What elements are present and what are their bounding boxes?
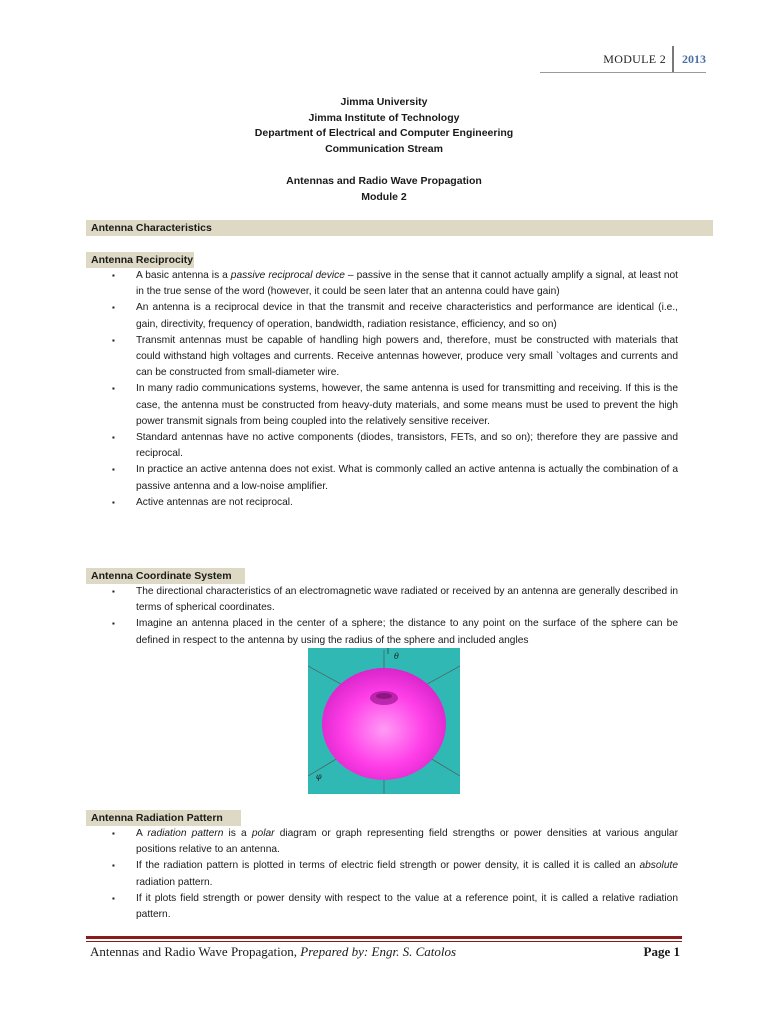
header-module: MODULE 2 <box>603 51 666 66</box>
bullet-item <box>110 333 678 382</box>
bullet-text <box>136 300 678 332</box>
bullet-text <box>136 826 678 858</box>
running-footer <box>90 944 680 964</box>
bullet-marker-icon: ▪ <box>112 271 115 280</box>
course-title <box>90 174 678 205</box>
footer-rule-thin <box>86 941 682 942</box>
bullet-item <box>110 584 678 616</box>
text-run: A basic antenna is a <box>136 270 231 281</box>
section-heading-characteristics: Antenna Characteristics <box>86 220 713 236</box>
bullet-marker-icon: ▪ <box>112 861 115 871</box>
footer-author: Prepared by: Engr. S. Catolos <box>297 944 457 959</box>
text-run: Transmit antennas must be capable of handling high powers and, therefore, must be constructed with materials that could withstand high voltages and currents. Receive antennas however, produce very small `voltages and currents and can be constructed from small-diameter wire. <box>136 334 678 379</box>
text-run: In many radio communications systems, however, the same antenna is used for transmitting and receiving. If this is the case, the antenna must be constructed from heavy-duty materials, and some means must be used to prevent the high power transmit signals from being coupled into the relatively sensitive receiver. <box>136 383 678 427</box>
bullet-item <box>110 381 678 430</box>
bullet-marker-icon: ▪ <box>112 384 115 394</box>
bullet-text <box>136 616 678 648</box>
bullet-text <box>136 495 678 511</box>
text-run: If the radiation pattern is plotted in terms of electric field strength or power density, it is called it is called an <box>136 860 640 872</box>
course-line: Antennas and Radio Wave Propagation <box>286 175 482 187</box>
bullet-marker-icon: ▪ <box>112 893 115 903</box>
coordinate-list <box>110 584 678 649</box>
bullet-item <box>110 858 678 890</box>
title-line: Communication Stream <box>325 142 443 155</box>
header-rule <box>540 72 706 73</box>
title-line: Department of Electrical and Computer Engineering <box>254 127 514 140</box>
bullet-item <box>110 616 678 648</box>
emphasis-text: absolute <box>639 860 678 872</box>
text-run: – passive in the sense that it cannot actually amplify a signal, at least not in the true sense of the word (however, it could be seen later that an antenna could have gain) <box>136 270 678 298</box>
radiation-list <box>110 826 678 923</box>
bullet-item <box>110 430 678 462</box>
page-number: Page 1 <box>643 944 680 959</box>
text-run: Active antennas are not reciprocal. <box>136 496 293 508</box>
header-year: 2013 <box>682 51 706 66</box>
section-heading-radiation: Antenna Radiation Pattern <box>86 810 241 826</box>
text-run: If it plots field strength or power density with respect to the value at a reference point, it is called a relative radiation pattern. <box>136 892 678 921</box>
footer-rule-thick <box>86 936 682 939</box>
text-run: Imagine an antenna placed in the center of a sphere; the distance to any point on the surface of the sphere can be defined in respect to the antenna by using the radius of the sphere and included angles <box>136 618 678 646</box>
bullet-text <box>136 430 678 462</box>
bullet-marker-icon: ▪ <box>112 335 115 345</box>
bullet-text <box>136 858 678 890</box>
bullet-text <box>136 584 678 616</box>
theta-label: θ <box>394 652 399 661</box>
title-line: Jimma Institute of Technology <box>308 111 460 124</box>
bullet-item <box>110 268 678 300</box>
title-line: Jimma University <box>340 96 428 108</box>
bullet-item <box>110 826 678 858</box>
text-run: An antenna is a reciprocal device in that the transmit and receive characteristics and performance are identical (i.e., gain, directivity, frequency of operation, bandwidth, radiation resistance, efficiency, and so on) <box>136 302 678 330</box>
text-run: Standard antennas have no active components (diodes, transistors, FETs, and so on); therefore they are passive and reciprocal. <box>136 432 678 460</box>
bullet-item <box>110 891 678 923</box>
text-run: diagram or graph representing field strengths or power densities at various angular positions relative to an antenna. <box>136 828 678 856</box>
bullet-text <box>136 462 678 494</box>
phi-label: φ <box>316 772 322 781</box>
text-run: The directional characteristics of an electromagnetic wave radiated or received by an antenna are generally described in terms of spherical coordinates. <box>136 586 678 614</box>
text-run: A <box>136 828 148 839</box>
bullet-marker-icon: ▪ <box>112 433 115 443</box>
bullet-marker-icon: ▪ <box>112 829 115 838</box>
torus-body <box>322 668 446 780</box>
module-line: Module 2 <box>361 190 407 203</box>
reciprocity-list <box>110 268 678 511</box>
bullet-marker-icon: ▪ <box>112 497 115 507</box>
bullet-text <box>136 381 678 430</box>
bullet-item <box>110 462 678 494</box>
emphasis-text: polar <box>251 828 275 839</box>
emphasis-text: radiation pattern <box>147 828 224 839</box>
torus-hole-center <box>376 693 392 699</box>
footer-course: Antennas and Radio Wave Propagation, <box>90 944 298 959</box>
bullet-item <box>110 495 678 511</box>
bullet-text <box>136 891 678 923</box>
bullet-marker-icon: ▪ <box>112 619 115 629</box>
bullet-marker-icon: ▪ <box>112 303 115 313</box>
running-header <box>603 46 706 72</box>
bullet-marker-icon: ▪ <box>112 587 115 596</box>
text-run: is a <box>223 828 252 839</box>
text-run: radiation pattern. <box>136 876 213 888</box>
torus-pattern-image <box>308 648 460 794</box>
bullet-text <box>136 268 678 300</box>
section-heading-coordinate: Antenna Coordinate System <box>86 568 245 584</box>
institution-title <box>90 95 678 157</box>
footer-credit <box>90 944 456 964</box>
section-heading-reciprocity: Antenna Reciprocity <box>86 252 194 268</box>
radiation-pattern-figure <box>308 648 460 794</box>
bullet-text <box>136 333 678 382</box>
emphasis-text: passive reciprocal device <box>230 270 345 281</box>
text-run: In practice an active antenna does not exist. What is commonly called an active antenna is actually the combination of a passive antenna and a low-noise amplifier. <box>136 464 678 492</box>
bullet-item <box>110 300 678 332</box>
bullet-marker-icon: ▪ <box>112 465 115 475</box>
